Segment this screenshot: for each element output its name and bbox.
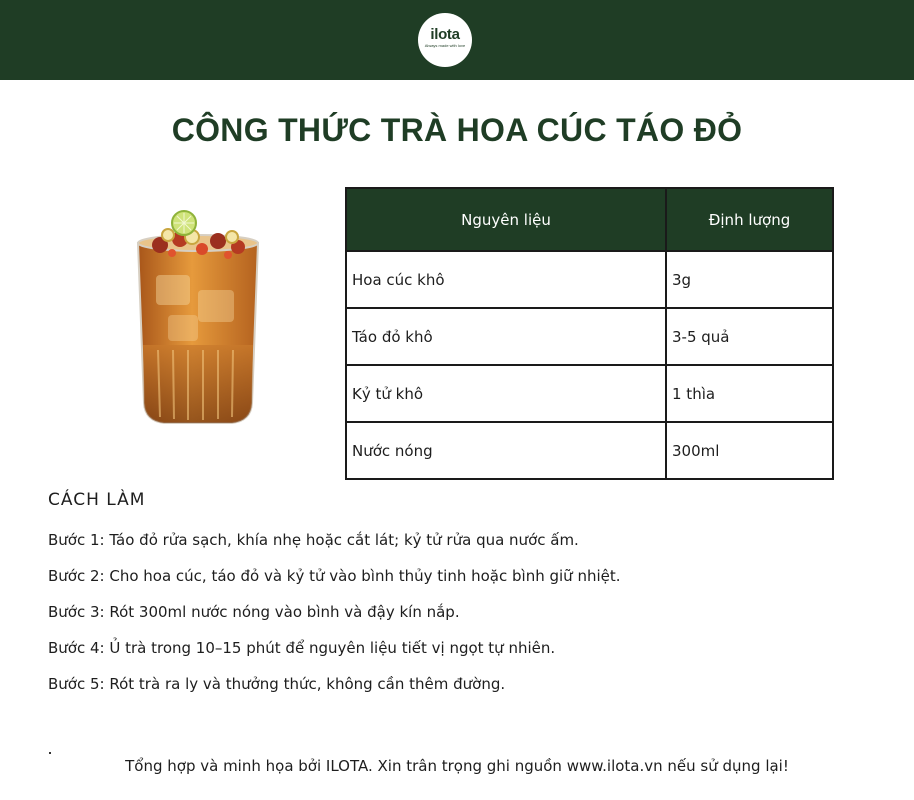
footer-credit: Tổng hợp và minh họa bởi ILOTA. Xin trân trọng ghi nguồn www.ilota.vn nếu sử dụng lại! <box>125 757 789 775</box>
logo-text: ilota <box>430 26 460 43</box>
page-title: CÔNG THỨC TRÀ HOA CÚC TÁO ĐỎ <box>171 112 743 148</box>
table-row <box>346 251 833 308</box>
ingredient-name: Nước nóng <box>346 422 666 479</box>
ingredient-amount: 1 thìa <box>666 365 833 422</box>
ingredient-name: Hoa cúc khô <box>346 251 666 308</box>
method-step: Bước 3: Rót 300ml nước nóng vào bình và đậy kín nắp. <box>48 603 460 621</box>
method-step: Bước 5: Rót trà ra ly và thưởng thức, không cần thêm đường. <box>48 675 506 693</box>
ingredient-amount: 3-5 quả <box>666 308 833 365</box>
method-step: Bước 1: Táo đỏ rửa sạch, khía nhẹ hoặc cắt lát; kỷ tử rửa qua nước ấm. <box>48 531 579 549</box>
ingredient-name: Táo đỏ khô <box>346 308 666 365</box>
brand-logo[interactable] <box>418 13 472 67</box>
method-steps-list <box>48 529 621 709</box>
table-row <box>346 365 833 422</box>
header-bar <box>0 0 914 80</box>
ingredient-amount: 300ml <box>666 422 833 479</box>
method-heading: CÁCH LÀM <box>48 490 146 510</box>
stray-dot <box>49 752 51 754</box>
header-quantity: Định lượng <box>666 188 833 251</box>
ingredient-name: Kỷ tử khô <box>346 365 666 422</box>
logo-tagline: Always made with love <box>424 43 466 48</box>
table-row <box>346 422 833 479</box>
method-step: Bước 4: Ủ trà trong 10–15 phút để nguyên liệu tiết vị ngọt tự nhiên. <box>48 639 556 657</box>
method-step: Bước 2: Cho hoa cúc, táo đỏ và kỷ tử vào bình thủy tinh hoặc bình giữ nhiệt. <box>48 567 621 585</box>
iced-tea-glass-image <box>128 205 268 435</box>
ingredients-table <box>345 187 834 480</box>
table-header-row <box>346 188 833 251</box>
header-ingredient: Nguyên liệu <box>346 188 666 251</box>
table-row <box>346 308 833 365</box>
ingredient-amount: 3g <box>666 251 833 308</box>
